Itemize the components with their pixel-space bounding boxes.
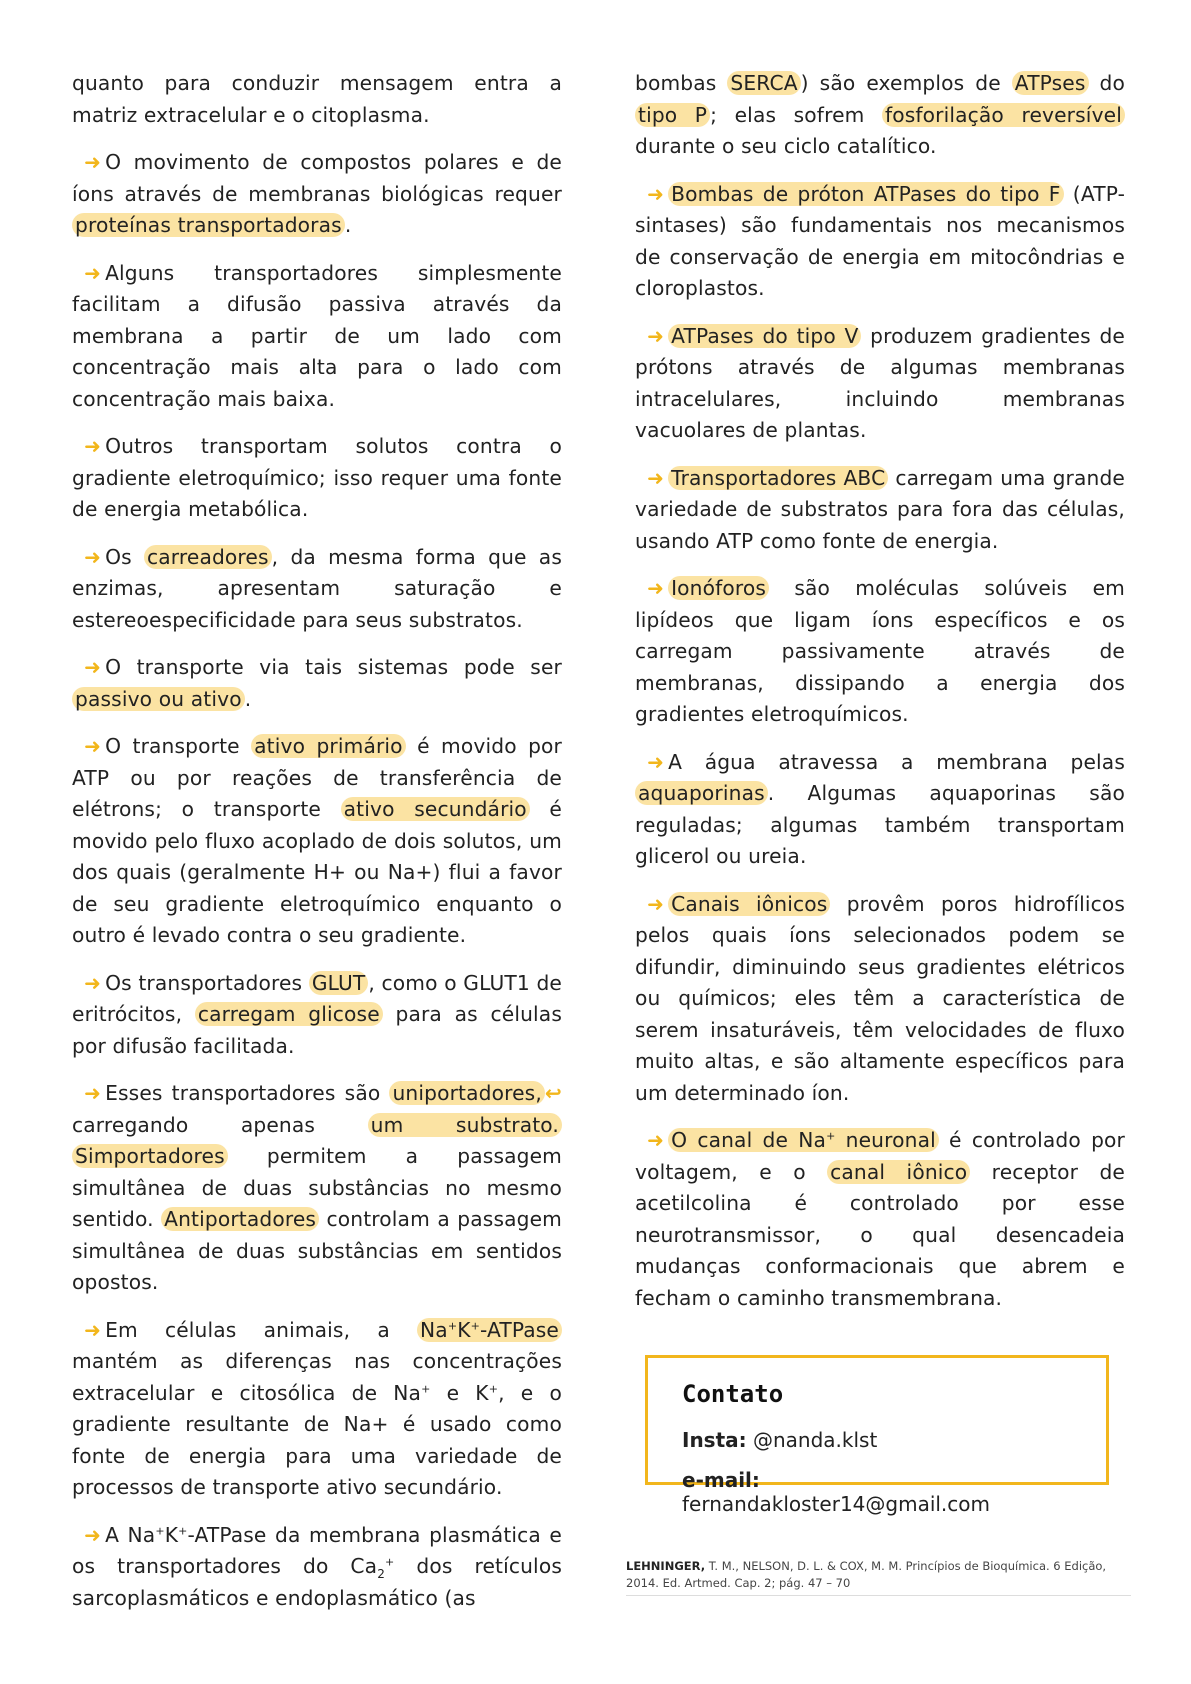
reference-divider <box>626 1595 1131 1596</box>
arrow-right-icon: ➜ <box>647 323 665 348</box>
paragraph: ➜ Esses transportadores são uniportadores, ↩ carregando apenas um substrato. Simportadores permitem a passagem simultânea de duas substâncias no mesmo sentido. Antiportadores controlam a passagem simultânea de duas substâncias em sentidos opostos. <box>72 1081 562 1294</box>
highlighted-term: Ionóforos <box>668 576 769 600</box>
highlighted-term: Antiportadores <box>161 1207 319 1231</box>
highlighted-term: O canal de Na+ neuronal <box>668 1128 939 1152</box>
highlighted-term: SERCA <box>727 71 800 95</box>
bibliographic-reference: LEHNINGER, T. M., NELSON, D. L. & COX, M. M. Princípios de Bioquímica. 6 Edição, 2014. Ed. Artmed. Cap. 2; pág. 47 – 70 <box>626 1559 1107 1590</box>
highlighted-term: carregam glicose <box>195 1002 383 1026</box>
arrow-right-icon: ➜ <box>84 1522 102 1547</box>
highlighted-term: Canais iônicos <box>668 892 830 916</box>
highlighted-term: um substrato. <box>368 1113 562 1137</box>
highlighted-term: tipo P <box>635 103 710 127</box>
arrow-right-icon: ➜ <box>84 150 102 174</box>
highlighted-term: Bombas de próton ATPases do tipo F <box>668 182 1064 206</box>
email-address: fernandakloster14@gmail.com <box>682 1492 991 1516</box>
highlighted-term: ATPases do tipo V <box>668 324 861 348</box>
arrow-right-icon: ➜ <box>84 1081 102 1105</box>
curved-arrow-icon: ↩ <box>544 1081 562 1105</box>
left-column <box>72 68 562 1630</box>
arrow-right-icon: ➜ <box>647 1128 665 1152</box>
arrow-right-icon: ➜ <box>84 970 102 995</box>
arrow-right-icon: ➜ <box>84 544 102 569</box>
arrow-right-icon: ➜ <box>647 181 665 206</box>
highlighted-term: canal iônico <box>827 1160 970 1184</box>
paragraph: ➜ O transporte ativo primário é movido por ATP ou por reações de transferência de elétrons; o transporte ativo secundário é movido pelo fluxo acoplado de dois solutos, um dos quais (geralmente H+ ou Na+) flui a favor de seu gradiente eletroquímico enquanto o outro é levado contra o seu gradiente. <box>72 734 563 947</box>
highlighted-term: fosforilação reversível <box>882 103 1125 127</box>
highlighted-term: Simportadores <box>72 1144 228 1168</box>
contact-instagram: Insta: @nanda.klst <box>682 1428 878 1452</box>
paragraph: ➜ Bombas de próton ATPases do tipo F (ATP-sintases) são fundamentais nos mecanismos de conservação de energia em mitocôndrias e cloroplastos. <box>635 181 1126 300</box>
arrow-right-icon: ➜ <box>84 434 102 458</box>
paragraph: ➜ Os carreadores , da mesma forma que as enzimas, apresentam saturação e estereoespecificidade para seus substratos. <box>72 544 562 632</box>
arrow-right-icon: ➜ <box>84 734 102 758</box>
contact-email: e-mail: fernandakloster14@gmail.com <box>682 1468 991 1516</box>
paragraph: ➜ A água atravessa a membrana pelas aquaporinas . Algumas aquaporinas são reguladas; algumas também transportam glicerol ou ureia. <box>635 749 1125 868</box>
arrow-right-icon: ➜ <box>647 465 665 490</box>
instagram-handle: @nanda.klst <box>753 1428 878 1452</box>
highlighted-term: ATPses <box>1012 71 1089 95</box>
highlighted-term: uniportadores, <box>389 1081 544 1105</box>
contact-title: Contato <box>682 1380 784 1408</box>
arrow-right-icon: ➜ <box>647 576 665 600</box>
highlighted-term: GLUT <box>309 971 369 995</box>
paragraph: ➜ O canal de Na+ neuronal é controlado por voltagem, e o canal iônico receptor de acetilcolina é controlado por esse neurotransmissor, o qual desencadeia mudanças conformacionais que abrem e fecham o caminho transmembrana. <box>635 1128 1126 1310</box>
arrow-right-icon: ➜ <box>647 749 665 774</box>
paragraph: ➜ Transportadores ABC carregam uma grande variedade de substratos para fora das células, usando ATP como fonte de energia. <box>635 465 1125 553</box>
highlighted-term: aquaporinas <box>635 781 768 805</box>
highlighted-term: passivo ou ativo <box>72 687 245 711</box>
paragraph: ➜ Outros transportam solutos contra o gradiente eletroquímico; isso requer uma fonte de energia metabólica. <box>72 434 562 521</box>
right-column <box>635 68 1125 1330</box>
paragraph: ➜ O movimento de compostos polares e de íons através de membranas biológicas requer proteínas transportadoras . <box>72 150 562 237</box>
highlighted-term: carreadores <box>144 545 272 569</box>
highlighted-term: Transportadores ABC <box>668 466 888 490</box>
highlighted-term: proteínas transportadoras <box>72 213 345 237</box>
paragraph: ➜ Ionóforos são moléculas solúveis em lipídeos que ligam íons específicos e os carregam passivamente através de membranas, dissipando a energia dos gradientes eletroquímicos. <box>635 576 1125 726</box>
paragraph: ➜ A Na+K+-ATPase da membrana plasmática e os transportadores do $Ca_2^+$ dos retículos sarcoplasmáticos e endoplasmático (as <box>72 1522 562 1610</box>
paragraph: ➜ O transporte via tais sistemas pode ser passivo ou ativo . <box>72 652 562 715</box>
paragraph: ➜ Canais iônicos provêm poros hidrofílicos pelos quais íons selecionados podem se difundir, diminuindo seus gradientes elétricos ou químicos; eles têm a característica de serem insaturáveis, têm velocidades de fluxo muito altas, e são altamente específicos para um determinado íon. <box>635 891 1126 1105</box>
arrow-right-icon: ➜ <box>84 655 102 679</box>
paragraph: ➜ Alguns transportadores simplesmente facilitam a difusão passiva através da membrana a partir de um lado com concentração mais alta para o lado com concentração mais baixa. <box>72 260 562 411</box>
paragraph: ➜ Em células animais, a Na+K+-ATPase mantém as diferenças nas concentrações extracelular e citosólica de Na+ e K+, e o gradiente resultante de Na+ é usado como fonte de energia para uma variedade de processos de transporte ativo secundário. <box>72 1317 562 1499</box>
arrow-right-icon: ➜ <box>647 891 665 916</box>
paragraph: ➜ ATPases do tipo V produzem gradientes de prótons através de algumas membranas intracelulares, incluindo membranas vacuolares de plantas. <box>635 323 1125 442</box>
highlighted-term: Na+K+-ATPase <box>417 1318 562 1342</box>
arrow-right-icon: ➜ <box>84 1317 102 1342</box>
paragraph: quanto para conduzir mensagem entra a matriz extracelular e o citoplasma. <box>72 71 562 127</box>
highlighted-term: ativo secundário <box>341 797 530 821</box>
paragraph: bombas SERCA ) são exemplos de ATPses do tipo P ; elas sofrem fosforilação reversível durante o seu ciclo catalítico. <box>635 71 1125 158</box>
arrow-right-icon: ➜ <box>84 260 102 285</box>
contact-box <box>645 1355 1109 1516</box>
highlighted-term: ativo primário <box>251 734 406 758</box>
paragraph: ➜ Os transportadores GLUT , como o GLUT1 de eritrócitos, carregam glicose para as células por difusão facilitada. <box>72 970 562 1058</box>
